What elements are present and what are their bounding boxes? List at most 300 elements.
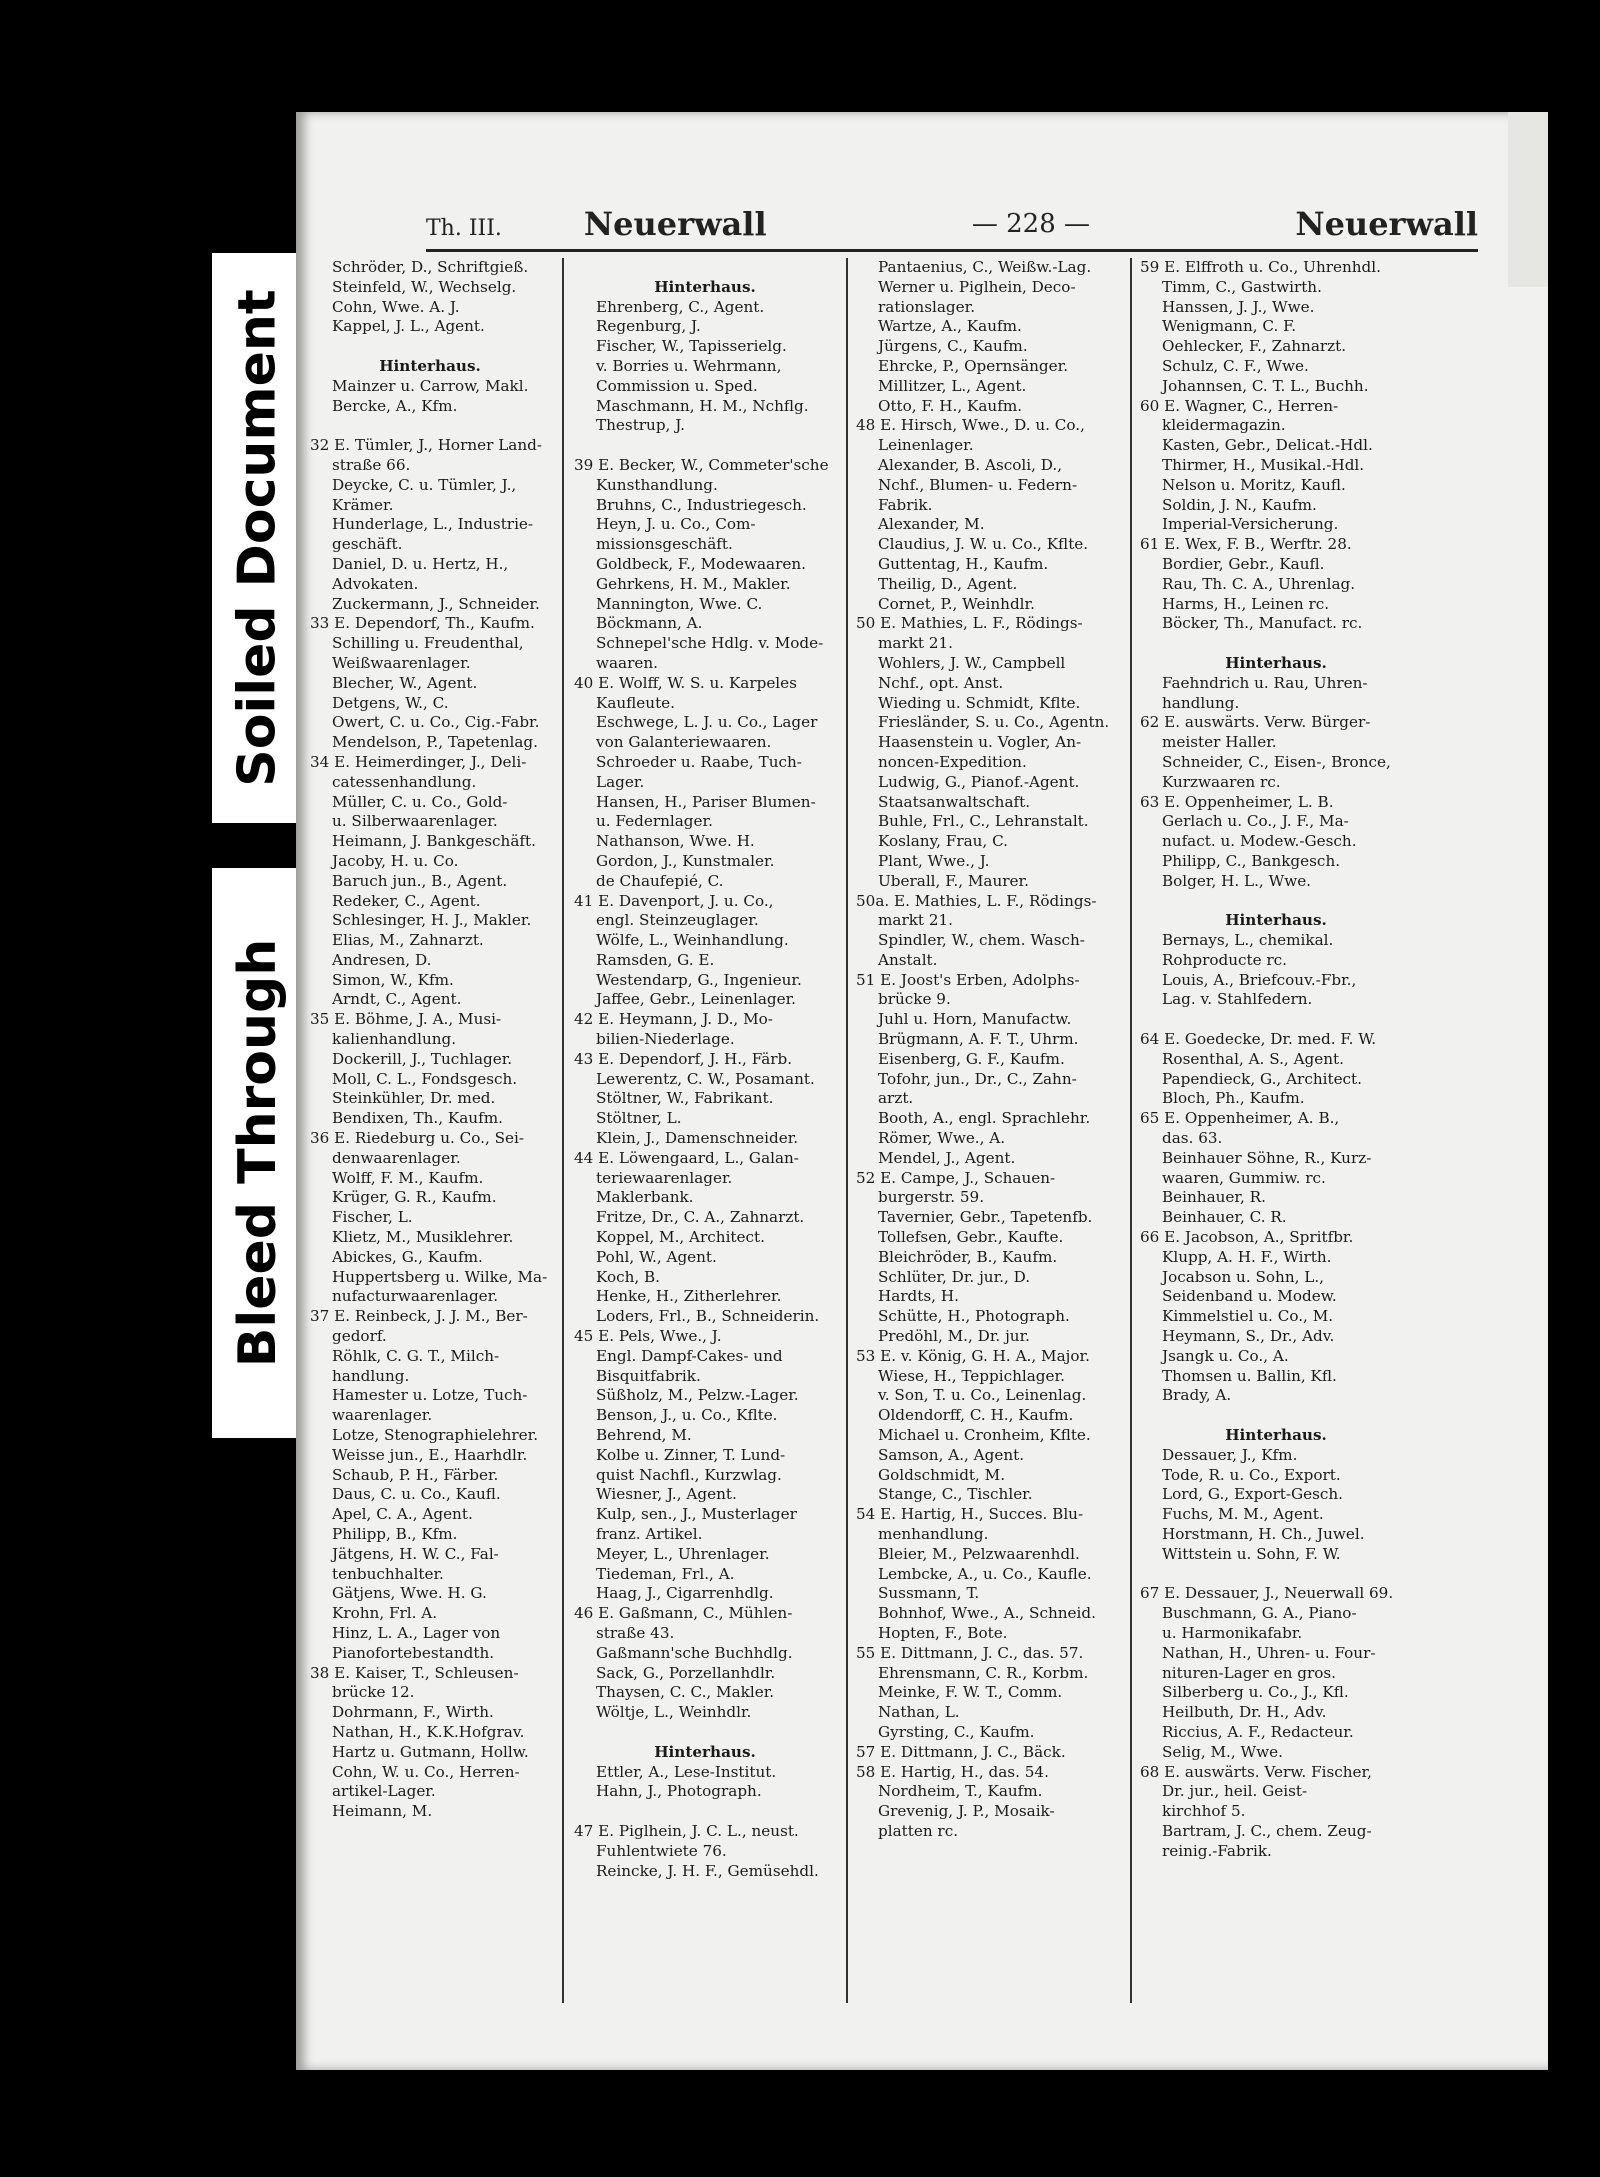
house-entry: 41 E. Davenport, J. u. Co., (574, 891, 774, 910)
directory-entry: Kulp, sen., J., Musterlager (596, 1505, 797, 1524)
section-heading: Hinterhaus. (1225, 911, 1327, 930)
house-entry: 57 E. Dittmann, J. C., Bäck. (856, 1742, 1066, 1761)
directory-entry: Pianofortebestandth. (332, 1643, 495, 1662)
stamp-soiled-text: Soiled Document (228, 289, 289, 787)
directory-entry: Schütte, H., Photograph. (878, 1307, 1070, 1326)
directory-entry: Böckmann, A. (596, 614, 703, 633)
directory-entry: Hardts, H. (878, 1287, 959, 1306)
directory-entry: Deycke, C. u. Tümler, J., (332, 475, 517, 494)
directory-entry: Rohproducte rc. (1162, 950, 1288, 969)
directory-entry: Bohnhof, Wwe., A., Schneid. (878, 1604, 1096, 1623)
directory-entry: Maklerbank. (596, 1188, 694, 1207)
entry-continuation: menhandlung. (878, 1525, 989, 1543)
directory-entry: Ludwig, G., Pianof.-Agent. (878, 772, 1080, 791)
directory-entry: Kasten, Gebr., Delicat.-Hdl. (1162, 436, 1373, 455)
house-entry: 50a. E. Mathies, L. F., Rödings- (856, 891, 1097, 910)
directory-entry: Mainzer u. Carrow, Makl. (332, 376, 529, 395)
house-entry: 50 E. Mathies, L. F., Rödings- (856, 614, 1083, 633)
entry-continuation: engl. Steinzeuglager. (596, 911, 759, 930)
directory-entry: Stange, C., Tischler. (878, 1485, 1033, 1504)
directory-entry: Papendieck, G., Architect. (1162, 1069, 1362, 1088)
directory-entry: Wenigmann, C. F. (1162, 317, 1297, 336)
directory-entry: Stöltner, W., Fabrikant. (596, 1089, 774, 1108)
directory-entry: Fischer, L. (332, 1208, 413, 1227)
directory-entry: Jocabson u. Sohn, L., (1162, 1267, 1325, 1286)
directory-entry: Haag, J., Cigarrenhdlg. (596, 1584, 774, 1603)
directory-entry: Mendelson, P., Tapetenlag. (332, 733, 538, 752)
house-entry: 55 E. Dittmann, J. C., das. 57. (856, 1643, 1084, 1662)
directory-entry: Grevenig, J. P., Mosaik- (878, 1802, 1055, 1821)
directory-entry: Heimann, M. (332, 1802, 433, 1821)
house-entry: 36 E. Riedeburg u. Co., Sei- (310, 1129, 524, 1148)
directory-entry: Gehrkens, H. M., Makler. (596, 574, 791, 593)
house-entry: 68 E. auswärts. Verw. Fischer, (1140, 1762, 1372, 1781)
directory-entry: Koppel, M., Architect. (596, 1228, 765, 1247)
directory-entry: Krämer. (332, 495, 394, 514)
directory-entry: Klietz, M., Musiklehrer. (332, 1228, 514, 1247)
directory-entry: Römer, Wwe., A. (878, 1129, 1006, 1148)
house-entry: 35 E. Böhme, J. A., Musi- (310, 1010, 502, 1029)
house-entry: 42 E. Heymann, J. D., Mo- (574, 1010, 773, 1029)
directory-entry: Krohn, Frl. A. (332, 1604, 438, 1623)
spacer (574, 436, 836, 456)
directory-entry: Hanssen, J. J., Wwe. (1162, 297, 1315, 316)
directory-entry: Reincke, J. H. F., Gemüsehdl. (596, 1861, 819, 1880)
directory-entry: Buschmann, G. A., Piano- (1162, 1604, 1357, 1623)
entry-continuation: handlung. (332, 1366, 410, 1385)
directory-entry: Nelson u. Moritz, Kaufl. (1162, 475, 1346, 494)
entry-continuation: gedorf. (332, 1327, 387, 1346)
entry-continuation: markt 21. (878, 911, 954, 930)
entry-continuation: de Chaufepié, C. (596, 871, 724, 890)
directory-entry: Hansen, H., Pariser Blumen- (596, 792, 816, 811)
directory-entry: Theilig, D., Agent. (878, 574, 1018, 593)
entry-continuation: artikel-Lager. (332, 1782, 436, 1801)
directory-entry: Andresen, D. (332, 950, 432, 969)
directory-entry: Bernays, L., chemikal. (1162, 931, 1334, 950)
directory-entry: Kappel, J. L., Agent. (332, 317, 485, 336)
column-divider (562, 258, 564, 2003)
directory-entry: Steinkühler, Dr. med. (332, 1089, 496, 1108)
directory-entry: Owert, C. u. Co., Cig.-Fabr. (332, 713, 540, 732)
directory-entry: Nathan, H., Uhren- u. Four- (1162, 1643, 1376, 1662)
directory-entry: Cornet, P., Weinhdlr. (878, 594, 1035, 613)
running-title-right: Neuerwall (1295, 205, 1478, 243)
directory-entry: Eisenberg, G. F., Kaufm. (878, 1049, 1065, 1068)
directory-entry: Benson, J., u. Co., Kflte. (596, 1406, 778, 1425)
directory-entry: Meyer, L., Uhrenlager. (596, 1544, 770, 1563)
directory-entry: Apel, C. A., Agent. (332, 1505, 473, 1524)
directory-entry: Zuckermann, J., Schneider. (332, 594, 540, 613)
spacer (1140, 892, 1412, 912)
directory-entry: Spindler, W., chem. Wasch- (878, 931, 1085, 950)
directory-entry: Müller, C. u. Co., Gold- (332, 792, 508, 811)
directory-entry: Jacoby, H. u. Co. (332, 851, 459, 870)
directory-entry: Baruch jun., B., Agent. (332, 871, 508, 890)
directory-column-2 (574, 258, 836, 2008)
entry-continuation: u. Silberwaarenlager. (332, 812, 498, 831)
entry-continuation: kirchhof 5. (1162, 1802, 1246, 1821)
directory-entry: Lager. (596, 772, 645, 791)
house-entry: 61 E. Wex, F. B., Werftr. 28. (1140, 535, 1352, 554)
house-entry: 58 E. Hartig, H., das. 54. (856, 1762, 1049, 1781)
directory-entry: Nordheim, T., Kaufm. (878, 1782, 1043, 1801)
directory-entry: Nathanson, Wwe. H. (596, 832, 755, 851)
directory-entry: Loders, Frl., B., Schneiderin. (596, 1307, 820, 1326)
directory-entry: Ramsden, G. E. (596, 950, 715, 969)
directory-entry: Kolbe u. Zinner, T. Lund- (596, 1445, 786, 1464)
house-entry: 32 E. Tümler, J., Horner Land- (310, 436, 542, 455)
directory-entry: Kurzwaaren rc. (1162, 772, 1281, 791)
directory-entry: Sack, G., Porzellanhdlr. (596, 1663, 776, 1682)
entry-continuation: quist Nachfl., Kurzwlag. (596, 1465, 782, 1484)
directory-entry: Wöltje, L., Weinhdlr. (596, 1703, 752, 1722)
section-heading: Hinterhaus. (1225, 1426, 1327, 1445)
directory-entry: Kimmelstiel u. Co., M. (1162, 1307, 1334, 1326)
directory-entry: Wiese, H., Teppichlager. (878, 1366, 1065, 1385)
directory-entry: Haasenstein u. Vogler, An- (878, 733, 1082, 752)
directory-entry: Anstalt. (878, 950, 938, 969)
house-entry: 39 E. Becker, W., Commeter'sche (574, 455, 829, 474)
directory-entry: Guttentag, H., Kaufm. (878, 554, 1049, 573)
directory-entry: Redeker, C., Agent. (332, 891, 481, 910)
entry-continuation: straße 66. (332, 455, 411, 474)
directory-entry: Bisquitfabrik. (596, 1366, 701, 1385)
directory-entry: Thomsen u. Ballin, Kfl. (1162, 1366, 1337, 1385)
directory-entry: Claudius, J. W. u. Co., Kflte. (878, 535, 1089, 554)
directory-entry: Gordon, J., Kunstmaler. (596, 851, 775, 870)
directory-entry: Daus, C. u. Co., Kaufl. (332, 1485, 501, 1504)
spacer (574, 1802, 836, 1822)
entry-continuation: straße 43. (596, 1623, 675, 1642)
house-entry: 65 E. Oppenheimer, A. B., (1140, 1109, 1340, 1128)
column-divider (1130, 258, 1132, 2003)
spacer (1140, 1010, 1412, 1030)
directory-entry: Eschwege, L. J. u. Co., Lager (596, 713, 818, 732)
directory-entry: Dohrmann, F., Wirth. (332, 1703, 494, 1722)
directory-entry: Dessauer, J., Kfm. (1162, 1445, 1298, 1464)
directory-entry: Philipp, B., Kfm. (332, 1525, 458, 1543)
directory-entry: Wittstein u. Sohn, F. W. (1162, 1544, 1341, 1563)
directory-entry: Mannington, Wwe. C. (596, 594, 763, 613)
directory-entry: Wartze, A., Kaufm. (878, 317, 1022, 336)
page-number: — 228 — (971, 209, 1091, 239)
spacer (1140, 1406, 1412, 1426)
entry-continuation: v. Borries u. Wehrmann, (596, 356, 782, 375)
house-entry: 59 E. Elffroth u. Co., Uhrenhdl. (1140, 258, 1381, 276)
directory-entry: Schnepel'sche Hdlg. v. Mode- (596, 634, 824, 653)
directory-entry: Böcker, Th., Manufact. rc. (1162, 614, 1363, 633)
directory-entry: Steinfeld, W., Wechselg. (332, 277, 517, 296)
house-entry: 43 E. Dependorf, J. H., Färb. (574, 1049, 793, 1068)
directory-entry: Schaub, P. H., Färber. (332, 1465, 499, 1484)
directory-entry: Fabrik. (878, 495, 933, 514)
adjacent-page-edge (1508, 112, 1548, 287)
entry-continuation: arzt. (878, 1089, 914, 1108)
directory-entry: Bolger, H. L., Wwe. (1162, 871, 1312, 890)
directory-entry: Brady, A. (1162, 1386, 1232, 1405)
directory-entry: Simon, W., Kfm. (332, 970, 454, 989)
entry-continuation: teriewaarenlager. (596, 1168, 733, 1187)
directory-entry: Tiedeman, Frl., A. (596, 1564, 735, 1583)
directory-entry: Riccius, A. F., Redacteur. (1162, 1722, 1354, 1741)
directory-entry: Juhl u. Horn, Manufactw. (878, 1010, 1072, 1029)
directory-entry: Silberberg u. Co., J., Kfl. (1162, 1683, 1349, 1702)
directory-entry: Süßholz, M., Pelzw.-Lager. (596, 1386, 799, 1405)
directory-entry: Alexander, M. (878, 515, 985, 534)
directory-entry: Uberall, F., Maurer. (878, 871, 1029, 890)
directory-entry: Brügmann, A. F. T., Uhrm. (878, 1030, 1079, 1049)
directory-entry: Weißwaarenlager. (332, 653, 471, 672)
directory-entry: Wohlers, J. W., Campbell (878, 653, 1066, 672)
directory-entry: Nchf., Blumen- u. Federn- (878, 475, 1078, 494)
entry-continuation: kleidermagazin. (1162, 416, 1286, 435)
entry-continuation: meister Haller. (1162, 733, 1277, 752)
directory-entry: Schlüter, Dr. jur., D. (878, 1267, 1031, 1286)
house-entry: 62 E. auswärts. Verw. Bürger- (1140, 713, 1371, 732)
house-entry: 52 E. Campe, J., Schauen- (856, 1168, 1056, 1187)
directory-entry: Gerlach u. Co., J. F., Ma- (1162, 812, 1349, 831)
directory-entry: Nathan, L. (878, 1703, 960, 1722)
directory-entry: Arndt, C., Agent. (332, 990, 462, 1009)
directory-entry: Hartz u. Gutmann, Hollw. (332, 1742, 529, 1761)
directory-entry: Thaysen, C. C., Makler. (596, 1683, 775, 1702)
directory-entry: Imperial-Versicherung. (1162, 515, 1339, 534)
directory-entry: Staatsanwaltschaft. (878, 792, 1031, 811)
house-entry: 60 E. Wagner, C., Herren- (1140, 396, 1339, 415)
directory-entry: Heilbuth, Dr. H., Adv. (1162, 1703, 1327, 1722)
directory-entry: Ehrcke, P., Opernsänger. (878, 356, 1069, 375)
directory-entry: Klupp, A. H. F., Wirth. (1162, 1247, 1332, 1266)
entry-continuation: von Galanteriewaaren. (596, 733, 772, 752)
section-heading: Hinterhaus. (1225, 653, 1327, 672)
directory-entry: Jürgens, C., Kaufm. (878, 337, 1028, 356)
directory-entry: Thirmer, H., Musikal.-Hdl. (1162, 455, 1365, 474)
entry-continuation: rationslager. (878, 297, 976, 316)
stamp-soiled (212, 253, 304, 823)
spacer (310, 337, 550, 357)
directory-entry: Schlesinger, H. J., Makler. (332, 911, 532, 930)
directory-entry: Johannsen, C. T. L., Buchh. (1162, 376, 1369, 395)
directory-entry: Werner u. Piglhein, Deco- (878, 277, 1076, 296)
directory-entry: Dockerill, J., Tuchlager. (332, 1049, 513, 1068)
directory-entry: Bleier, M., Pelzwaarenhdl. (878, 1544, 1080, 1563)
entry-continuation: denwaarenlager. (332, 1148, 461, 1167)
directory-entry: Buhle, Frl., C., Lehranstalt. (878, 812, 1089, 831)
directory-entry: Predöhl, M., Dr. jur. (878, 1327, 1030, 1346)
house-entry: 54 E. Hartig, H., Succes. Blu- (856, 1505, 1084, 1524)
section-heading: Hinterhaus. (654, 1742, 756, 1761)
directory-entry: Kaufleute. (596, 693, 676, 712)
entry-continuation: waaren. (596, 653, 658, 672)
directory-entry: Wiesner, J., Agent. (596, 1485, 737, 1504)
spacer (574, 1723, 836, 1743)
directory-entry: Krüger, G. R., Kaufm. (332, 1188, 497, 1207)
house-entry: 63 E. Oppenheimer, L. B. (1140, 792, 1334, 811)
house-entry: 47 E. Piglhein, J. C. L., neust. (574, 1821, 799, 1840)
house-entry: 64 E. Goedecke, Dr. med. F. W. (1140, 1030, 1377, 1049)
directory-entry: Mendel, J., Agent. (878, 1148, 1016, 1167)
directory-entry: Seidenband u. Modew. (1162, 1287, 1337, 1306)
directory-entry: Wölfe, L., Weinhandlung. (596, 931, 789, 950)
directory-entry: Goldschmidt, M. (878, 1465, 1006, 1484)
directory-entry: Moll, C. L., Fondsgesch. (332, 1069, 518, 1088)
directory-entry: Hopten, F., Bote. (878, 1623, 1008, 1642)
directory-entry: Nchf., opt. Anst. (878, 673, 1004, 692)
entry-continuation: brücke 12. (332, 1683, 415, 1702)
directory-entry: Regenburg, J. (596, 317, 701, 336)
spacer (1140, 634, 1412, 654)
entry-continuation: catessenhandlung. (332, 772, 477, 791)
directory-entry: Sussmann, T. (878, 1584, 980, 1603)
directory-entry: Booth, A., engl. Sprachlehr. (878, 1109, 1091, 1128)
entry-continuation: das. 63. (1162, 1129, 1223, 1148)
directory-entry: Heymann, S., Dr., Adv. (1162, 1327, 1335, 1346)
directory-entry: Meinke, F. W. T., Comm. (878, 1683, 1063, 1702)
entry-continuation: markt 21. (878, 634, 954, 653)
page-header (426, 204, 1478, 244)
directory-entry: Ehrensmann, C. R., Korbm. (878, 1663, 1089, 1682)
directory-entry: Thestrup, J. (596, 416, 685, 435)
directory-entry: Beinhauer, R. (1162, 1188, 1266, 1207)
directory-entry: Koch, B. (596, 1267, 661, 1286)
directory-entry: Schröder, D., Schriftgieß. (332, 258, 529, 276)
directory-entry: Schneider, C., Eisen-, Bronce, (1162, 752, 1391, 771)
directory-entry: Plant, Wwe., J. (878, 851, 990, 870)
entry-continuation: u. Federnlager. (596, 812, 713, 831)
directory-entry: Ehrenberg, C., Agent. (596, 297, 765, 316)
directory-entry: Abickes, G., Kaufm. (332, 1247, 483, 1266)
house-entry: 33 E. Dependorf, Th., Kaufm. (310, 614, 535, 633)
entry-continuation: missionsgeschäft. (596, 535, 733, 554)
directory-entry: Faehndrich u. Rau, Uhren- (1162, 673, 1368, 692)
directory-entry: Tollefsen, Gebr., Kaufte. (878, 1228, 1064, 1247)
house-entry: 45 E. Pels, Wwe., J. (574, 1327, 722, 1346)
directory-entry: Bruhns, C., Industriegesch. (596, 495, 807, 514)
directory-entry: Ettler, A., Lese-Institut. (596, 1762, 777, 1781)
spacer (574, 258, 836, 278)
directory-entry: Oldendorff, C. H., Kaufm. (878, 1406, 1074, 1425)
directory-entry: Leinenlager. (878, 436, 974, 455)
directory-entry: Samson, A., Agent. (878, 1445, 1025, 1464)
directory-entry: Engl. Dampf-Cakes- und (596, 1346, 783, 1365)
header-rule (426, 249, 1478, 252)
entry-continuation: u. Harmonikafabr. (1162, 1623, 1303, 1642)
house-entry: 37 E. Reinbeck, J. J. M., Ber- (310, 1307, 528, 1326)
directory-entry: Philipp, C., Bankgesch. (1162, 851, 1341, 870)
directory-entry: Blecher, W., Agent. (332, 673, 478, 692)
directory-entry: Kunsthandlung. (596, 475, 718, 494)
entry-continuation: nufacturwaarenlager. (332, 1287, 499, 1306)
directory-entry: Tofohr, jun., Dr., C., Zahn- (878, 1069, 1077, 1088)
entry-continuation: franz. Artikel. (596, 1525, 703, 1543)
directory-entry: Lewerentz, C. W., Posamant. (596, 1069, 815, 1088)
entry-continuation: burgerstr. 59. (878, 1188, 985, 1207)
entry-continuation: kalienhandlung. (332, 1030, 457, 1049)
directory-entry: Henke, H., Zitherlehrer. (596, 1287, 782, 1306)
directory-entry: Rau, Th. C. A., Uhrenlag. (1162, 574, 1356, 593)
entry-continuation: waaren, Gummiw. rc. (1162, 1168, 1326, 1187)
directory-entry: Oehlecker, F., Zahnarzt. (1162, 337, 1347, 356)
directory-entry: Lag. v. Stahlfedern. (1162, 990, 1313, 1009)
directory-entry: Fuchs, M. M., Agent. (1162, 1505, 1324, 1524)
directory-entry: Detgens, W., C. (332, 693, 449, 712)
directory-entry: Gätjens, Wwe. H. G. (332, 1584, 487, 1603)
directory-entry: Behrend, M. (596, 1426, 692, 1445)
directory-entry: Beinhauer, C. R. (1162, 1208, 1287, 1227)
entry-continuation: handlung. (1162, 693, 1240, 712)
column-divider (846, 258, 848, 2003)
directory-entry: Fuhlentwiete 76. (596, 1841, 727, 1860)
directory-entry: Bercke, A., Kfm. (332, 396, 458, 415)
directory-entry: Harms, H., Leinen rc. (1162, 594, 1330, 613)
directory-entry: Hunderlage, L., Industrie- (332, 515, 534, 534)
directory-entry: Fritze, Dr., C. A., Zahnarzt. (596, 1208, 805, 1227)
directory-entry: Jaffee, Gebr., Leinenlager. (596, 990, 797, 1009)
directory-entry: Soldin, J. N., Kaufm. (1162, 495, 1317, 514)
directory-entry: Lord, G., Export-Gesch. (1162, 1485, 1343, 1504)
directory-entry: Heyn, J. u. Co., Com- (596, 515, 756, 534)
entry-continuation: waarenlager. (332, 1406, 433, 1425)
directory-entry: Huppertsberg u. Wilke, Ma- (332, 1267, 548, 1286)
entry-continuation: geschäft. (332, 535, 403, 554)
directory-entry: Hahn, J., Photograph. (596, 1782, 762, 1801)
directory-entry: Selig, M., Wwe. (1162, 1742, 1283, 1761)
directory-entry: Bendixen, Th., Kaufm. (332, 1109, 503, 1128)
directory-entry: Advokaten. (332, 574, 419, 593)
section-label: Th. III. (426, 216, 502, 241)
directory-entry: Schilling u. Freudenthal, (332, 634, 524, 653)
directory-column-3 (856, 258, 1120, 2008)
spacer (1140, 1565, 1412, 1585)
directory-entry: Millitzer, L., Agent. (878, 376, 1027, 395)
directory-entry: Cohn, Wwe. A. J. (332, 297, 460, 316)
house-entry: 44 E. Löwengaard, L., Galan- (574, 1148, 799, 1167)
entry-continuation: nufact. u. Modew.-Gesch. (1162, 832, 1357, 851)
house-entry: 67 E. Dessauer, J., Neuerwall 69. (1140, 1584, 1394, 1603)
directory-entry: Elias, M., Zahnarzt. (332, 931, 484, 950)
directory-entry: Alexander, B. Ascoli, D., (878, 455, 1063, 474)
house-entry: 46 E. Gaßmann, C., Mühlen- (574, 1604, 793, 1623)
directory-entry: Cohn, W. u. Co., Herren- (332, 1762, 520, 1781)
directory-entry: Maschmann, H. M., Nchflg. (596, 396, 809, 415)
house-entry: 48 E. Hirsch, Wwe., D. u. Co., (856, 416, 1085, 435)
directory-entry: Gyrsting, C., Kaufm. (878, 1722, 1035, 1741)
house-entry: 51 E. Joost's Erben, Adolphs- (856, 970, 1080, 989)
directory-entry: Michael u. Cronheim, Kflte. (878, 1426, 1091, 1445)
directory-entry: Koslany, Frau, C. (878, 832, 1008, 851)
directory-entry: Wieding u. Schmidt, Kflte. (878, 693, 1081, 712)
directory-entry: Horstmann, H. Ch., Juwel. (1162, 1525, 1365, 1543)
stamp-bleed (212, 868, 304, 1438)
entry-continuation: tenbuchhalter. (332, 1564, 444, 1583)
house-entry: 53 E. v. König, G. H. A., Major. (856, 1346, 1090, 1365)
directory-entry: Jsangk u. Co., A. (1162, 1346, 1289, 1365)
entry-continuation: bilien-Niederlage. (596, 1030, 735, 1049)
directory-entry: Bartram, J. C., chem. Zeug- (1162, 1821, 1372, 1840)
directory-entry: Pantaenius, C., Weißw.-Lag. (878, 258, 1092, 276)
house-entry: 66 E. Jacobson, A., Spritfbr. (1140, 1228, 1354, 1247)
directory-entry: Schulz, C. F., Wwe. (1162, 356, 1309, 375)
entry-continuation: noncen-Expedition. (878, 752, 1027, 771)
directory-entry: Goldbeck, F., Modewaaren. (596, 554, 806, 573)
directory-entry: Pohl, W., Agent. (596, 1247, 717, 1266)
directory-entry: Heimann, J. Bankgeschäft. (332, 832, 536, 851)
section-heading: Hinterhaus. (379, 356, 481, 375)
directory-entry: Nathan, H., K.K.Hofgrav. (332, 1722, 525, 1741)
directory-entry: Lembcke, A., u. Co., Kaufle. (878, 1564, 1092, 1583)
stamp-bleed-text: Bleed Through (228, 938, 289, 1368)
